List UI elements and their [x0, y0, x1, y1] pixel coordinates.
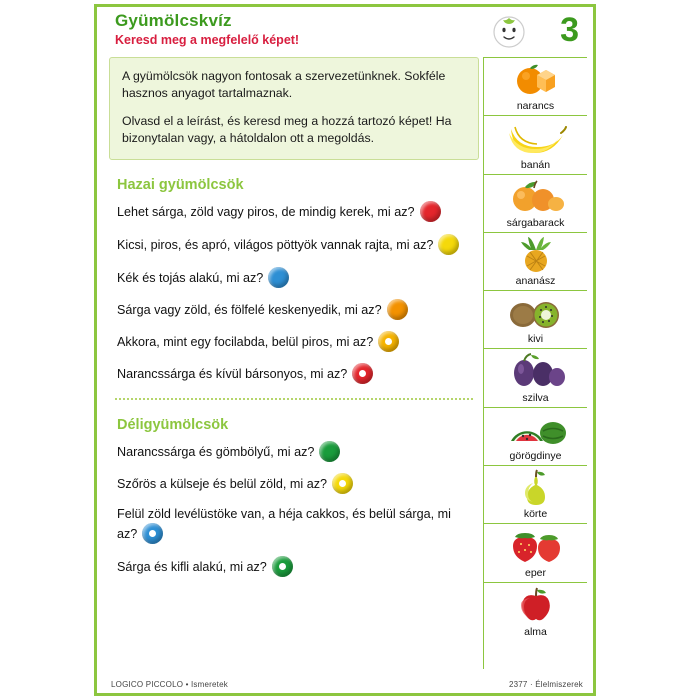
intro-paragraph-1: A gyümölcsök nagyon fontosak a szervezetünknek. Sokféle hasznos anyagot tartalmaznak.	[122, 69, 446, 100]
header-number-box	[479, 9, 591, 53]
question-text: Szőrös a külseje és belül zöld, mi az?	[117, 477, 327, 491]
question-text: Felül zöld levélüstöke van, a héja cakkos, és belül sárga, mi az?	[117, 507, 451, 541]
fruit-cell-alma[interactable]	[484, 583, 587, 641]
question-item	[117, 556, 479, 577]
fruit-label: alma	[524, 625, 547, 638]
header	[97, 7, 593, 55]
question-item	[117, 267, 479, 288]
pear-icon	[484, 469, 587, 505]
fruit-label: ananász	[515, 275, 556, 288]
worksheet-card	[94, 4, 596, 696]
sheet-number: 3	[560, 11, 579, 49]
watermelon-icon	[484, 411, 587, 447]
fruit-cell-banan[interactable]	[484, 116, 587, 174]
fruit-label: görögdinye	[509, 450, 562, 463]
intro-paragraph-2: Olvasd el a leírást, és keresd meg a hozzá tartozó képet! Ha bizonytalan vagy, a hátoldalon ott a megoldás.	[122, 114, 452, 145]
fruit-label: szilva	[522, 391, 549, 404]
fruit-label: banán	[520, 158, 551, 171]
answer-marker[interactable]	[352, 363, 373, 384]
plum-icon	[484, 352, 587, 388]
question-item	[117, 299, 479, 320]
answer-marker[interactable]	[319, 441, 340, 462]
section-divider	[115, 398, 473, 400]
question-item	[117, 201, 479, 222]
fruit-cell-szilva[interactable]	[484, 349, 587, 407]
intro-box	[109, 57, 479, 160]
question-item	[117, 331, 479, 352]
fruit-cell-eper[interactable]	[484, 524, 587, 582]
question-text: Narancssárga és kívül bársonyos, mi az?	[117, 367, 348, 381]
apple-icon	[484, 586, 587, 622]
fruit-cell-sargabarack[interactable]	[484, 175, 587, 233]
pineapple-icon	[484, 236, 587, 272]
kiwi-icon	[484, 294, 587, 330]
question-text: Kicsi, piros, és apró, világos pöttyök vannak rajta, mi az?	[117, 238, 434, 252]
question-item	[117, 473, 479, 494]
answer-marker[interactable]	[142, 523, 163, 544]
footer-right-text: 2377 · Élelmiszerek	[508, 680, 583, 689]
question-text: Narancssárga és gömbölyű, mi az?	[117, 445, 315, 459]
fruit-label: eper	[524, 566, 546, 579]
question-item	[117, 234, 479, 255]
page-subtitle: Keresd meg a megfelelő képet!	[115, 33, 300, 47]
content-column	[109, 57, 479, 669]
question-item	[117, 363, 479, 384]
answer-marker[interactable]	[438, 234, 459, 255]
section-title-deli: Déligyümölcsök	[117, 417, 229, 433]
answer-marker[interactable]	[332, 473, 353, 494]
fruit-cell-korte[interactable]	[484, 466, 587, 524]
answer-marker[interactable]	[378, 331, 399, 352]
question-item	[117, 441, 479, 462]
apricot-icon	[484, 178, 587, 214]
apple-logo-icon	[489, 11, 529, 51]
question-text: Kék és tojás alakú, mi az?	[117, 271, 264, 285]
banana-icon	[484, 119, 587, 155]
orange-icon	[484, 61, 587, 97]
answer-marker[interactable]	[268, 267, 289, 288]
question-text: Sárga és kifli alakú, mi az?	[117, 560, 267, 574]
fruit-label: körte	[523, 508, 548, 521]
footer-left-text: LOGICO PICCOLO • Ismeretek	[111, 680, 228, 689]
strawberry-icon	[484, 527, 587, 563]
section-title-hazai: Hazai gyümölcsök	[117, 177, 244, 193]
question-text: Sárga vagy zöld, és fölfelé keskenyedik, mi az?	[117, 303, 382, 317]
question-item	[117, 505, 479, 544]
fruit-cell-ananasz[interactable]	[484, 233, 587, 291]
answer-marker[interactable]	[272, 556, 293, 577]
fruit-cell-narancs[interactable]	[484, 58, 587, 116]
fruit-cell-kivi[interactable]	[484, 291, 587, 349]
answer-marker[interactable]	[420, 201, 441, 222]
page-title: Gyümölcskvíz	[115, 11, 232, 30]
fruit-label: kivi	[527, 333, 544, 346]
answer-marker[interactable]	[387, 299, 408, 320]
fruit-label: narancs	[516, 100, 555, 113]
fruit-label: sárgabarack	[506, 216, 565, 229]
fruit-cell-gorogdinye[interactable]	[484, 408, 587, 466]
fruit-list	[483, 57, 587, 669]
question-text: Lehet sárga, zöld vagy piros, de mindig kerek, mi az?	[117, 205, 415, 219]
question-text: Akkora, mint egy focilabda, belül piros, mi az?	[117, 335, 374, 349]
